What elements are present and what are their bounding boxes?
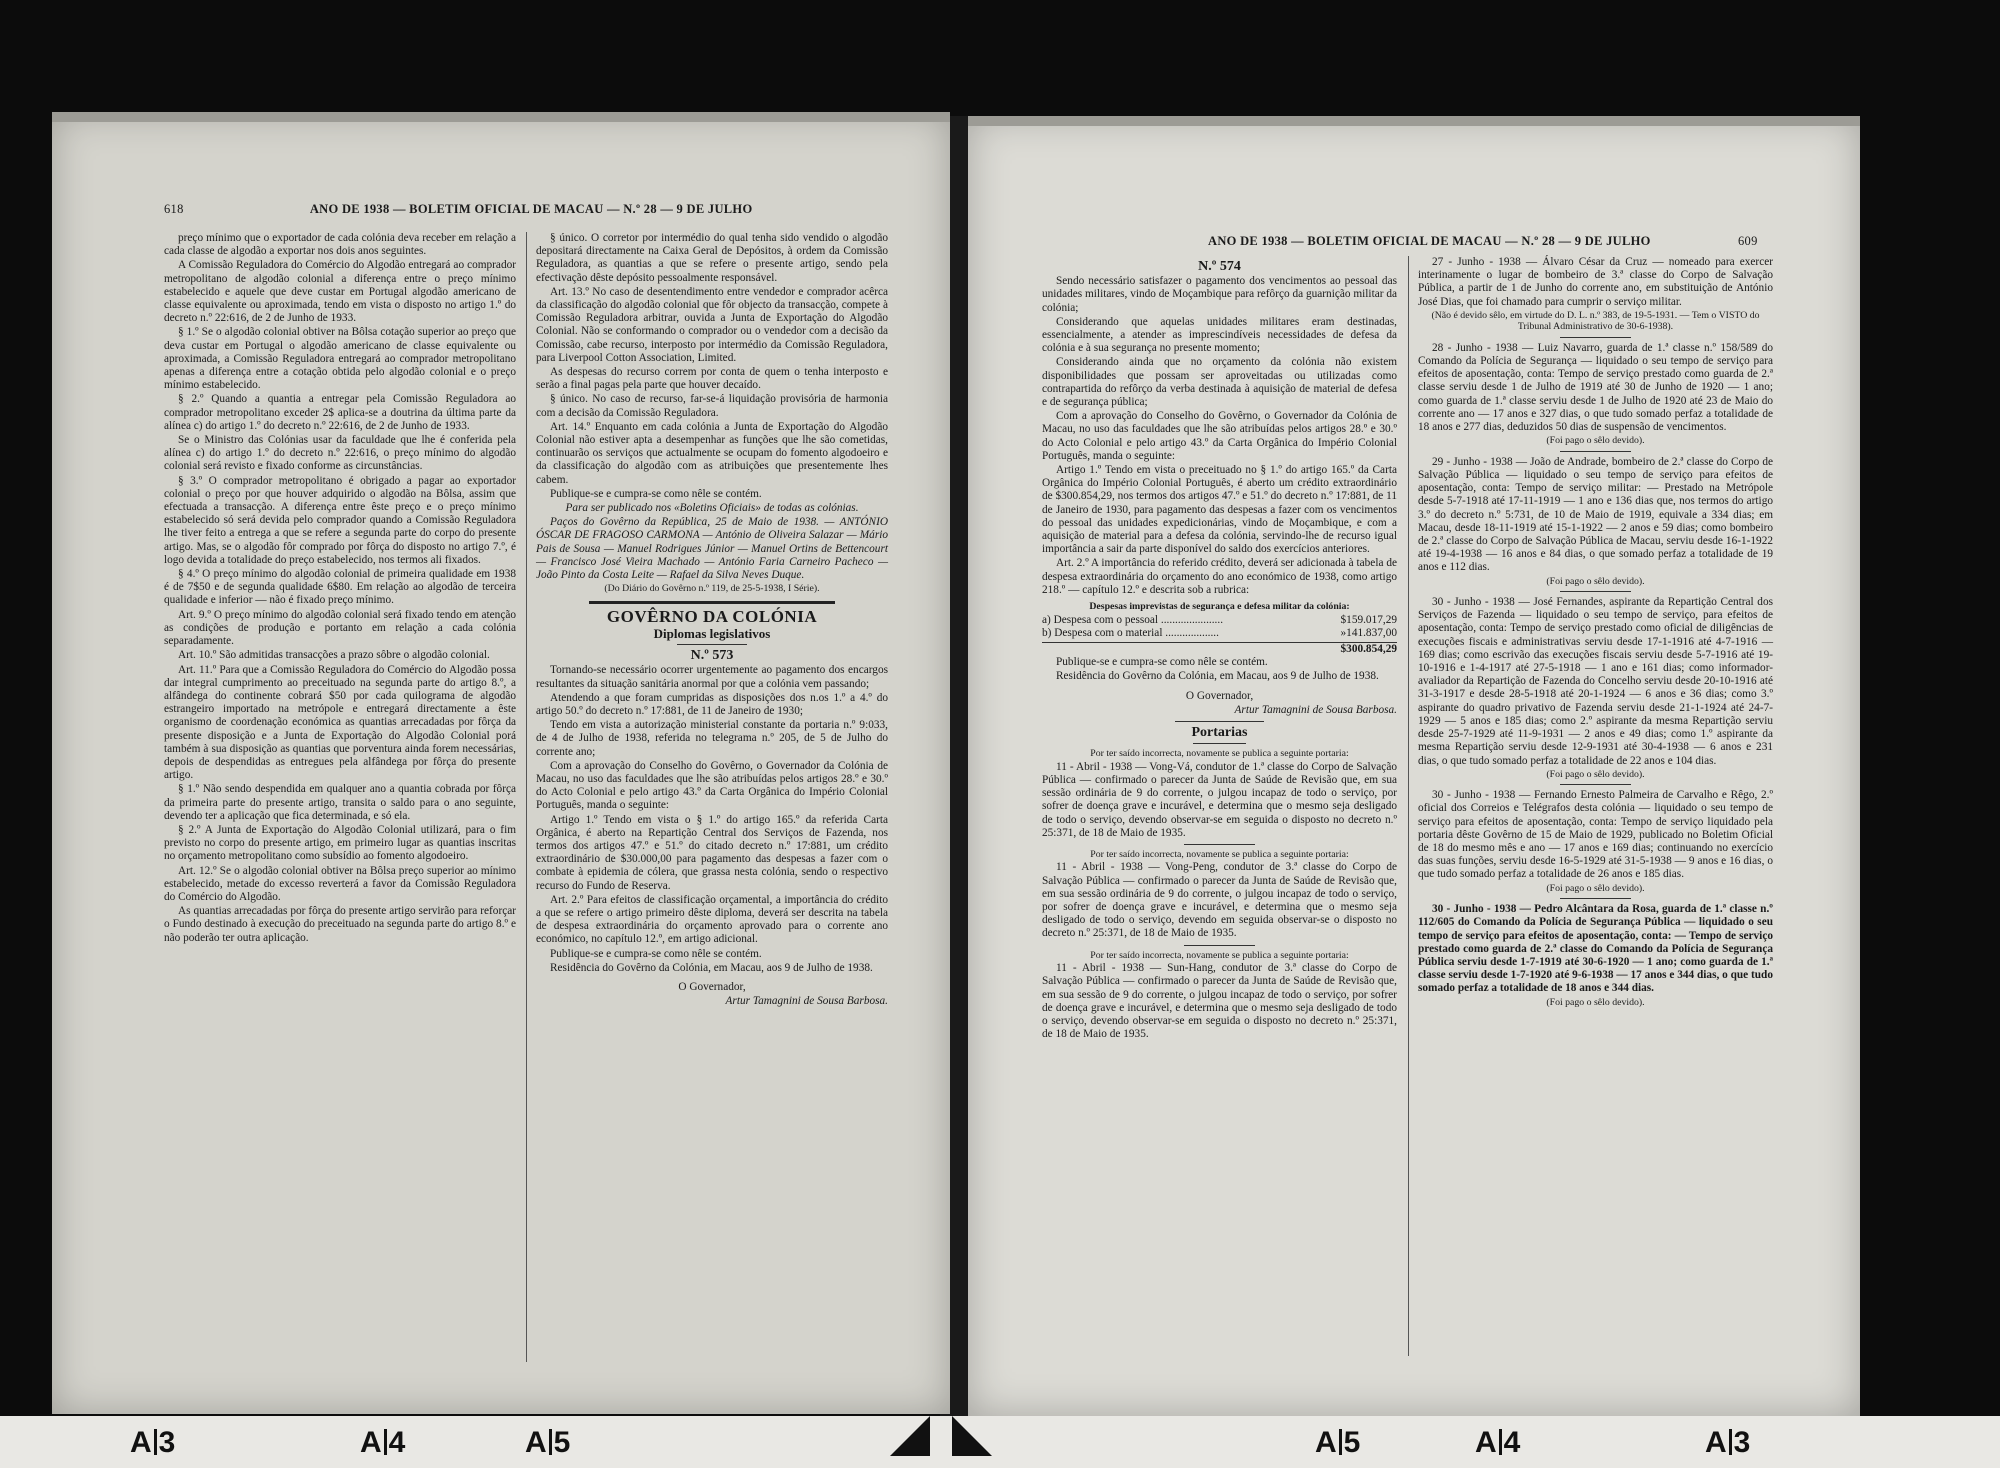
paragraph: Com a aprovação do Conselho do Govêrno, o Governador da Colónia de Macau, no uso das faculdades que lhe são atribuídas pelos artigos 28.º e 30.º do Acto Colonial e pelo artigo 43.º da Carta Orgânica do Império Colonial Português, manda o seguinte: xyxy=(536,759,888,812)
paragraph: Art. 12.º Se o algodão colonial obtiver na Bôlsa preço superior ao mínimo estabelecido, metade do excesso reverterá a favor da Comissão Reguladora do Comércio do Algodão. xyxy=(164,864,516,903)
column-divider xyxy=(1408,256,1409,1356)
portaria-text: 11 - Abril - 1938 — Vong-Peng, condutor de 3.ª classe do Corpo de Salvação Pública — confirmado o parecer da Junta de Saúde de Revisão que, em sua sessão ordinária de 9 do corrente, o julgou incapaz de todo o serviço, por sofrer de doença grave e incurável, e determina que o mesmo seja desligado de todo o serviço, devendo em seguida observar-se o disposto no decreto n.º 25:371, de 18 de Maio de 1935. xyxy=(1042,861,1397,940)
paragraph: preço mínimo que o exportador de cada colónia deva receber em relação a cada classe de algodão a exportar nos dois anos seguintes. xyxy=(164,232,516,258)
entry-note: (Não é devido sêlo, em virtude do D. L. n.º 383, de 19-5-1931. — Tem o VISTO do Tribunal Administrativo de 30-6-1938). xyxy=(1431,309,1760,333)
film-mark: A 4 xyxy=(360,1426,406,1459)
portaria-text: 11 - Abril - 1938 — Vong-Vá, condutor de 1.ª classe do Corpo de Salvação Pública — confirmado o parecer da Junta de Saúde de Revisão que, em sua sessão ordinária de 9 do corrente, o julgou incapaz de todo o serviço, por sofrer de doença grave e incurável, e determina que o mesmo seja desligado de todo o serviço, devendo observar-se em seguida o disposto no decreto n.º 25:371, de 18 de Maio de 1935. xyxy=(1042,760,1397,839)
diploma-574-text xyxy=(1042,275,1397,597)
portaria-intro: Por ter saído incorrecta, novamente se publica a seguinte portaria: xyxy=(1090,848,1349,860)
film-mark: A 4 xyxy=(1475,1426,1521,1459)
film-mark: A 5 xyxy=(525,1426,571,1459)
entry-note: (Foi pago o sêlo devido). xyxy=(1546,768,1645,780)
paragraph: Com a aprovação do Conselho do Govêrno, o Governador da Colónia de Macau, no uso das faculdades que lhe são atribuídas pelos artigos 28.º e 30.º do Acto Colonial e pelo artigo 43.º da Carta Orgânica do Império Colonial Português, manda o seguinte: xyxy=(1042,410,1397,462)
portaria-text: 11 - Abril - 1938 — Sun-Hang, condutor de 3.ª classe do Corpo de Salvação Pública — confirmado o parecer da Junta de Saúde de Revisão que, em sua sessão de 9 do corrente, o julgou incapaz de todo o serviço, por sofrer de doença grave e incurável, e determina que o mesmo seja desligado de todo o serviço, devendo observar-se em seguida o disposto no decreto n.º 25:371, de 18 de Maio de 1935. xyxy=(1042,962,1397,1041)
paragraph: § 2.º A Junta de Exportação do Algodão Colonial utilizará, para o fim previsto no corpo do presente artigo, em primeiro lugar as quantias inscritas no orçamento metropolitano como subsídio ao fomento algodoeiro. xyxy=(164,823,516,863)
signatories: Paços do Govêrno da República, 25 de Maio de 1938. — ANTÓNIO ÓSCAR DE FRAGOSO CARMONA — António de Oliveira Salazar — Mário Pais de Sousa — Manuel Rodrigues Júnior — Manuel Ortins de Bettencourt — Francisco José Vieira Machado — António Faria Carneiro Pacheco — João Pinto da Costa Leite — Rafael da Silva Neves Duque. xyxy=(536,516,888,582)
paragraph: § 1.º Se o algodão colonial obtiver na Bôlsa cotação superior ao preço que deva custar em Portugal o algodão americano de classe equivalente ou aproximada, a Comissão Reguladora entregará ao comprador metropolitano apenas a diferença entre a cotação obtida pelo algodão colonial e o preço mínimo estabelecido. xyxy=(164,326,516,392)
right-page-number: 609 xyxy=(1738,234,1758,248)
entry-note: (Foi pago o sêlo devido). xyxy=(1546,882,1645,894)
paragraph: Publique-se e cumpra-se como nêle se contém. xyxy=(1056,656,1268,669)
portaria-intro: Por ter saído incorrecta, novamente se publica a seguinte portaria: xyxy=(1090,949,1349,961)
expense-table-title: Despesas imprevistas de segurança e defesa militar da colónia: xyxy=(1089,601,1350,613)
paragraph: § 3.º O comprador metropolitano é obrigado a pagar ao exportador colonial o preço por que houver adquirido o algodão na Bôlsa, assim que efectuada a transacção. A diferença entre êste preço e o preço mínimo estabelecido só será devida pelo comprador quando a Comissão Reguladora lhe tiver feito a entrega a que se refere a segunda parte do corpo do presente artigo. Mas, se o algodão fôr comprado por fôrça do disposto no artigo 7.º, é logo devida a totalidade do preço estabelecido, nos termos ali fixados. xyxy=(164,474,516,566)
diploma-574-closing xyxy=(1042,656,1397,683)
expense-label: b) Despesa com o material ................... xyxy=(1042,626,1219,639)
paragraph: Residência do Govêrno da Colónia, em Macau, aos 9 de Julho de 1938. xyxy=(550,961,873,974)
paragraph: Art. 2.º Para efeitos de classificação orçamental, a importância do crédito a que se refere o artigo primeiro dêste diploma, deverá ser descrita na tabela de despesa extraordinária do orçamento aprovado para o corrente ano económico, no capítulo 12.º, em artigo adicional. xyxy=(536,893,888,946)
service-entry: 30 - Junho - 1938 — Fernando Ernesto Palmeira de Carvalho e Rêgo, 2.º oficial dos Correios e Telégrafos desta colónia — liquidado o seu tempo de serviço para efeitos de aposentação, conta: Tempo de serviço liquidado pela portaria dêste Govêrno de 15 de Maio de 1929, publicado no Boletim Oficial de 18 do mesmo mês e ano — 17 anos e 169 dias; continuando no exercício das suas funções, serviu desde 16-5-1929 até 31-5-1938 — 9 anos e 16 dias, o que tudo somado perfaz a totalidade de 26 anos e 185 dias. xyxy=(1418,789,1773,881)
paragraph: Art. 14.º Enquanto em cada colónia a Junta de Exportação do Algodão Colonial não estiver apta a desempenhar as funções que lhe são cometidas, continuarão os serviços que actualmente se ocupam do fomento algodoeiro e da classificação do algodão com as atribuições que presentemente lhes cabem. xyxy=(536,420,888,486)
governor-title-right: O Governador, xyxy=(1185,689,1254,702)
left-page-header xyxy=(164,202,752,217)
film-mark: A 3 xyxy=(1705,1426,1751,1459)
paragraph: Art. 10.º São admitidas transacções a prazo sôbre o algodão colonial. xyxy=(178,649,490,662)
service-entry: 28 - Junho - 1938 — Luiz Navarro, guarda de 1.ª classe n.º 158/589 do Comando da Polícia de Segurança — liquidado o seu tempo de serviço para efeitos de aposentação, conta: Tempo de serviço prestado como guarda de 2.ª classe serviu desde 1 de Julho de 1919 até 30 de Junho de 1920 — 1 ano; como guarda de 1.ª classe serviu desde 1 de Julho de 1920 até 23 de Maio do corrente ano — 17 anos e 327 dias, o que tudo somado perfaz a totalidade de 18 anos e 277 dias, deduzidos 50 dias de suspensão de vencimentos. xyxy=(1418,341,1773,434)
page-top-edge xyxy=(968,116,1860,126)
right-page-number-wrap xyxy=(1738,234,1758,249)
source-note: (Do Diário do Govêrno n.º 119, de 25-5-1938, I Série). xyxy=(604,583,820,595)
diploma-574-number: N.º 574 xyxy=(1198,259,1241,274)
paragraph: Art. 13.º No caso de desentendimento entre vendedor e comprador acêrca da classificação do algodão colonial que fôr objecto da transacção, compete à Comissão Reguladora arbitrar, ouvida a Junta de Exportação do Algodão Colonial. Não se conformando o comprador ou o vendedor com a decisão da Comissão, cabe recurso, interposto por intermédio da Comissão Reguladora, para Liverpool Cotton Association, Limited. xyxy=(536,285,888,364)
paragraph: Tendo em vista a autorização ministerial constante da portaria n.º 9:033, de 4 de Julho de 1938, referida no telegrama n.º 205, de 5 de Julho do corrente ano; xyxy=(536,719,888,758)
expense-value: »141.837,00 xyxy=(1340,626,1397,639)
entry-rule xyxy=(1560,898,1631,899)
left-page-number: 618 xyxy=(164,202,184,216)
film-mark: A 3 xyxy=(130,1426,176,1459)
entry-note: (Foi pago o sêlo devido). xyxy=(1546,435,1645,447)
paragraph: Se o Ministro das Colónias usar da faculdade que lhe é conferida pela alínea c) do artigo 1.º do decreto n.º 22:616, o preço mínimo do algodão colonial será revisto e fixado conforme as circunstâncias. xyxy=(164,434,516,473)
paragraph: § 1.º Não sendo despendida em qualquer ano a quantia cobrada por fôrça da primeira parte do presente artigo, transita o saldo para o ano seguinte, devendo ter a aplicação que fica determinada, e só ela. xyxy=(164,783,516,822)
section-rule xyxy=(589,601,835,604)
service-entry: 30 - Junho - 1938 — José Fernandes, aspirante da Repartição Central dos Serviços de Fazenda — liquidado o seu tempo de serviço, para efeitos de aposentação, conta: Tempo de serviço prestado como oficial de diligências de execuções fiscais e administrativas serviu desde 17-1-1916 até 4-7-1916 — 169 dias; como escrivão das execuções fiscais serviu desde 5-7-1916 até 19-10-1916 e 1-4-1917 até 27-5-1918 — 1 ano e 161 dias; como informador-avaliador da Repartição de Fazenda do Concelho serviu desde 20-10-1916 até 31-3-1917 e desde 28-5-1918 até 20-1-1924 — 6 anos e 36 dias; como 3.º aspirante do quadro privativo de Fazenda serviu desde 21-1-1924 até 24-7-1929 — 5 anos e 185 dias; como 2.º aspirante da mesma Repartição serviu desde 25-7-1929 até 11-9-1931 — 2 anos e 49 dias; como 1.º aspirante da mesma Repartição serviu desde 12-9-1931 até 30-4-1938 — 6 anos e 231 dias, o que tudo somado perfaz a totalidade de 22 anos e 104 dias. xyxy=(1418,596,1773,767)
right-page-header xyxy=(1208,234,1651,249)
paragraph: § único. O corretor por intermédio do qual tenha sido vendido o algodão depositará directamente na Caixa Geral de Depósitos, à ordem da Comissão Reguladora, as quantias a que se refere o presente artigo, sendo pela efectivação dêste depósito pessoalmente responsável. xyxy=(536,232,888,284)
entry-note: (Foi pago o sêlo devido). xyxy=(1546,996,1645,1008)
subtitle-rule xyxy=(677,644,747,645)
entry-rule xyxy=(1560,337,1631,338)
service-entry: 27 - Junho - 1938 — Álvaro César da Cruz — nomeado para exercer interinamente o lugar de bombeiro de 3.ª classe do Corpo de Salvação Pública, a partir de 1 de Junho do corrente ano, em substituição de António José Dias, que foi chamado para cumprir o serviço militar. xyxy=(1418,256,1773,308)
entry-rule xyxy=(1184,844,1255,845)
expense-row xyxy=(1042,627,1397,640)
paragraph: Considerando ainda que no orçamento da colónia não existem disponibilidades que possam ser aproveitadas ou utilizadas como contrapartida do refôrço da verba destinada à aquisição de material de defesa e de segurança pública; xyxy=(1042,356,1397,409)
paragraph: Residência do Govêrno da Colónia, em Macau, aos 9 de Julho de 1938. xyxy=(1056,670,1379,683)
service-entry: 30 - Junho - 1938 — Pedro Alcântara da Rosa, guarda de 1.ª classe n.º 112/605 do Comando da Polícia de Segurança Pública — liquidado o seu tempo de serviço para efeitos de aposentação, conta: — Tempo de serviço prestado como guarda de 2.ª classe do Comando da Polícia de Segurança Pública serviu desde 1-7-1919 até 30-6-1920 — 1 ano; como guarda de 1.ª classe serviu desde 1-7-1920 até 9-6-1938 — 17 anos e 344 dias, o que tudo somado perfaz a totalidade de 18 anos e 344 dias. xyxy=(1418,903,1773,995)
paragraph: Artigo 1.º Tendo em vista o preceituado no § 1.º do artigo 165.º da Carta Orgânica do Império Colonial Português, é aberto um crédito extraordinário de $300.854,29, nos termos dos artigos 47.º e 51.º do decreto n.º 17:881, de 11 de Janeiro de 1930, para pagamento das despesas a fazer com os vencimentos do pessoal das unidades expedicionárias, vindo de Moçambique, e com a aquisição de material para a defesa da colónia, servindo-lhe de recurso igual importância a sair da parte disponível do saldo dos exercícios anteriores. xyxy=(1042,464,1397,556)
governor-name: Artur Tamagnini de Sousa Barbosa. xyxy=(725,995,888,1008)
left-page xyxy=(52,112,950,1414)
paragraph: Tornando-se necessário ocorrer urgentemente ao pagamento dos encargos resultantes da situação sanitária anormal por que a colónia vem passando; xyxy=(536,664,888,690)
paragraph: Art. 11.º Para que a Comissão Reguladora do Comércio do Algodão possa dar integral cumprimento ao preceituado na segunda parte do artigo 8.º, a alfândega do continente cobrará $50 por cada quilograma de algodão estrangeiro importado na metrópole e entregará directamente a êste organismo de coordenação económica as quantias arrecadadas por fôrça da presente disposição e a Junta de Exportação do Algodão Colonial porá também à sua disposição as quantias que porventura ainda forem necessárias, depois de despendidas as entregues pela alfândega por fôrça do presente artigo. xyxy=(164,663,516,782)
film-mark: A 5 xyxy=(1315,1426,1361,1459)
paragraph: Considerando que aquelas unidades militares eram destinadas, essencialmente, a atender as imprescindíveis necessidades de defesa da colónia e à sua segurança no presente momento; xyxy=(1042,315,1397,355)
paragraph: As despesas do recurso correm por conta de quem o tenha interposto e serão a final pagas pela parte que houver decaído. xyxy=(536,366,888,392)
paragraph: Sendo necessário satisfazer o pagamento dos vencimentos ao pessoal das unidades militares, vindo de Moçambique para refôrço da guarnição militar da colónia; xyxy=(1042,275,1397,314)
entry-rule xyxy=(1560,451,1631,452)
paragraph: Atendendo a que foram cumpridas as disposições dos n.os 1.º a 4.º do artigo 50.º do decreto n.º 17:881, de 11 de Janeiro de 1930; xyxy=(536,691,888,717)
paragraph: Art. 2.º A importância do referido crédito, deverá ser adicionada à tabela de despesa extraordinária do orçamento do ano económico de 1938, como artigo 218.º — capítulo 12.º e descrita sob a rubrica: xyxy=(1042,557,1397,596)
expense-table xyxy=(1042,614,1397,640)
right-column-1 xyxy=(1042,256,1397,1042)
diploma-573-number: N.º 573 xyxy=(690,648,734,664)
expense-value: $159.017,29 xyxy=(1340,613,1397,626)
portaria-intro: Por ter saído incorrecta, novamente se publica a seguinte portaria: xyxy=(1090,748,1349,760)
right-header-title: ANO DE 1938 — BOLETIM OFICIAL DE MACAU — N.º 28 — 9 DE JULHO xyxy=(1208,234,1651,248)
left-column-1 xyxy=(164,232,516,946)
portarias-title: Portarias xyxy=(1191,725,1248,740)
paragraph: Publique-se e cumpra-se como nêle se contém. xyxy=(550,947,762,960)
expense-total: $300.854,29 xyxy=(1042,642,1397,656)
diploma-573-text xyxy=(536,664,888,975)
page-top-edge xyxy=(52,112,950,122)
section-subtitle: Diplomas legislativos xyxy=(653,625,771,641)
governor-title: O Governador, xyxy=(678,981,746,994)
paragraph: Artigo 1.º Tendo em vista o § 1.º do artigo 165.º da referida Carta Orgânica, é aberto na Repartição Central dos Serviços de Fazenda, nos termos dos artigos 47.º e 51.º do citado decreto n.º 17:881, um crédito extraordinário de $30.000,00 para pagamento das despesas a fazer com o combate à epidemia de cólera, que grassa nesta colónia, sendo o respectivo recurso do Fundo de Reserva. xyxy=(536,813,888,892)
paragraph: § único. No caso de recurso, far-se-á liquidação provisória de harmonia com a decisão da Comissão Reguladora. xyxy=(536,393,888,419)
film-notch-left xyxy=(890,1416,930,1456)
paragraph: A Comissão Reguladora do Comércio do Algodão entregará ao comprador metropolitano de algodão colonial a diferença entre o preço mínimo estabelecido e aquele que deve custar em Portugal algodão americano de classe equivalente ou aproximada, tendo em vista o disposto no artigo 1.º do decreto n.º 22:616, de 2 de Junho de 1933. xyxy=(164,259,516,325)
paragraph: Art. 9.º O preço mínimo do algodão colonial será fixado tendo em atenção as condições de produção e portanto em relação a cada colónia separadamente. xyxy=(164,608,516,648)
service-entry: 29 - Junho - 1938 — João de Andrade, bombeiro de 2.ª classe do Corpo de Salvação Pública — liquidado o seu tempo de serviço para efeitos de aposentação, conta: Tempo de serviço militar: — Prestado na Metrópole desde 5-7-1918 até 17-11-1919 — 1 ano e 136 dias que, nos termos do artigo 3.º do decreto n.º 5:731, de 10 de Maio de 1919, equivale a 334 dias; em Macau, desde 18-11-1919 até 15-1-1922 — 2 anos e 59 dias; como bombeiro de 2.ª classe do Corpo de Salvação Pública de Macau, serviu desde 16-1-1922 até 19-4-1938 — 16 anos e 84 dias, o que somado perfaz a totalidade de 19 anos e 112 dias. xyxy=(1418,455,1773,574)
film-notch-right xyxy=(952,1416,992,1456)
section-title: GOVÊRNO DA COLÓNIA xyxy=(606,606,818,626)
paragraph: § 2.º Quando a quantia a entregar pela Comissão Reguladora ao comprador metropolitano exceder 2$ aplica-se a doutrina da última parte da alínea c) do artigo 1.º do decreto n.º 22:616, de 2 de Junho de 1933. xyxy=(164,393,516,432)
left-column-2 xyxy=(536,232,888,1009)
portarias-rule xyxy=(1175,721,1264,722)
left-column-2-text xyxy=(536,232,888,501)
left-header-title: ANO DE 1938 — BOLETIM OFICIAL DE MACAU — N.º 28 — 9 DE JULHO xyxy=(309,202,753,216)
entry-rule xyxy=(1184,945,1255,946)
governor-name-right: Artur Tamagnini de Sousa Barbosa. xyxy=(1234,703,1397,716)
publication-note: Para ser publicado nos «Boletins Oficiais» de todas as colónias. xyxy=(565,502,859,515)
column-divider xyxy=(526,232,527,1362)
paragraph: § 4.º O preço mínimo do algodão colonial de primeira qualidade em 1938 é de 7$50 e de segunda qualidade 6$80. Em relação ao algodão de terceira qualidade e inferior — não é fixado preço mínimo. xyxy=(164,568,516,607)
entry-rule xyxy=(1560,784,1631,785)
paragraph: Publique-se e cumpra-se como nêle se contém. xyxy=(550,487,762,500)
right-page xyxy=(968,116,1860,1416)
entry-note: (Foi pago o sêlo devido). xyxy=(1546,575,1645,587)
right-column-2 xyxy=(1418,256,1773,1009)
portarias-list xyxy=(1042,748,1397,1041)
expense-row xyxy=(1042,614,1397,627)
paragraph: As quantias arrecadadas por fôrça do presente artigo servirão para reforçar o Fundo destinado à execução do preceituado na segunda parte do artigo 8.º e não poderão ter outra aplicação. xyxy=(164,905,516,944)
film-strip xyxy=(0,1416,2000,1468)
expense-label: a) Despesa com o pessoal ...................... xyxy=(1042,613,1224,626)
entry-rule xyxy=(1560,591,1631,592)
portarias-underline xyxy=(1193,743,1246,744)
